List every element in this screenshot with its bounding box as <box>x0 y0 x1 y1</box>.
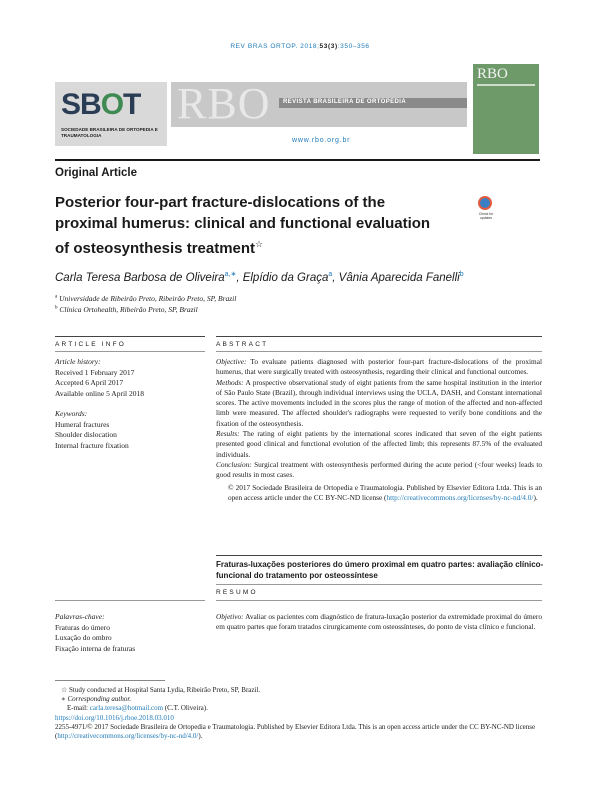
received-date: Received 1 February 2017 <box>55 367 135 377</box>
rbo-full-name: REVISTA BRASILEIRA DE ORTOPEDIA <box>283 99 407 105</box>
rbo-banner <box>171 79 467 128</box>
author-separator: , <box>332 271 339 284</box>
study-note: ☆ Study conducted at Hospital Santa Lydia, Ribeirão Preto, SP, Brazil. <box>61 686 261 694</box>
footer-license-link[interactable]: http://creativecommons.org/licenses/by-nc-nd/4.0/ <box>57 732 199 741</box>
resumo-objective-label: Objetivo: <box>216 612 244 621</box>
abstract-objective: Objective: To evaluate patients diagnosed with posterior four-part fracture-dislocations of the proximal humerus, that were surgically treated with osteosynthesis, regarding their clinical and functional outcomes. <box>216 357 542 377</box>
author-2: Elpídio da Graça <box>242 271 329 284</box>
portuguese-title: Fraturas-luxações posteriores do úmero proximal em quatro partes: avaliação clínico-funcional do tratamento por osteossíntese <box>216 560 544 580</box>
keyword-item: Internal fracture fixation <box>55 440 129 450</box>
abstract-body <box>216 357 542 503</box>
license-link[interactable]: http://creativecommons.org/licenses/by-nc-nd/4.0/ <box>386 492 534 502</box>
article-info <box>55 357 205 451</box>
journal-url-link[interactable]: www.rbo.org.br <box>292 137 351 144</box>
journal-pages: :350–356 <box>337 43 370 50</box>
affiliation-a: $^a$ Universidade de Ribeirão Preto, Ribeirão Preto, SP, Brazil <box>55 294 237 303</box>
footnotes <box>55 686 545 741</box>
check-for-updates-button[interactable] <box>476 196 496 224</box>
affiliation-b: $^b$ Clínica Ortohealth, Ribeirão Preto, SP, Brazil <box>55 305 198 314</box>
resumo-rule-2 <box>216 600 542 601</box>
author-3: Vânia Aparecida Fanelli <box>338 271 460 284</box>
keyword-item: Humeral fractures <box>55 419 110 429</box>
journal-abbrev: REV BRAS ORTOP. <box>230 43 298 50</box>
author-2-sup[interactable]: a <box>328 271 333 278</box>
article-title-text: Posterior four-part fracture-dislocations of the proximal humerus: clinical and functional evaluation of osteosynthesis treatment <box>55 194 431 257</box>
journal-cover-thumbnail <box>473 64 539 154</box>
sbot-logo-block <box>55 82 167 146</box>
doi-link[interactable]: https://doi.org/10.1016/j.rboe.2018.03.010 <box>55 713 174 722</box>
keyword-item: Luxação do ombro <box>55 633 112 642</box>
article-type: Original Article <box>55 167 138 179</box>
doi-line <box>55 714 545 723</box>
article-title <box>55 192 435 259</box>
corresponding-note: ∗ Corresponding author. <box>61 695 132 704</box>
journal-year: 2018; <box>300 43 320 50</box>
rbo-full-name-bar <box>279 98 467 108</box>
resumo-objective: Avaliar os pacientes com diagnóstico de fratura-luxação posterior da extremidade proximal do úmero em quatro partes que foram tratados cirurgicamente com osteossínteses, do ponto de vista clínico e funcional. <box>216 612 542 632</box>
history-label: Article history: <box>55 357 101 366</box>
palavras-chave-label: Palavras-chave: <box>55 612 105 621</box>
article-info-rule <box>55 336 205 337</box>
header-rule <box>55 159 540 161</box>
abstract-methods: Methods: A prospective observational study of eight patients from the same hospital institution in the interior of São Paulo State (Brazil), through individual interviews using the UCLA, DASH, and Constant international scores. The active movements included in the scores plus the range of motion of the affected and non-affected limb were measured. The affected shoulder's radiographs were requested to verify bone conditions and the fixation of the osteosynthesis. <box>216 377 542 428</box>
sbot-subtitle: SOCIEDADE BRASILEIRA DE ORTOPEDIA E TRAUMATOLOGIA <box>61 127 158 138</box>
resumo-heading: RESUMO <box>216 589 258 596</box>
sbot-logo: SBOT <box>61 88 141 121</box>
author-separator: , <box>236 271 243 284</box>
check-updates-icon-inner <box>480 198 490 208</box>
article-info-rule-2 <box>55 351 205 352</box>
keyword-item: Fraturas do úmero <box>55 622 110 632</box>
portuguese-keywords <box>55 612 205 654</box>
author-1: Carla Teresa Barbosa de Oliveira <box>55 271 225 284</box>
email-note: E-mail: carla.teresa@hotmail.com (C.T. Oliveira). <box>67 704 208 713</box>
article-info-heading: ARTICLE INFO <box>55 341 127 348</box>
title-footnote-mark: ☆ <box>255 239 264 249</box>
journal-volume: 53(3) <box>319 43 338 50</box>
resumo-rule <box>216 584 542 585</box>
palavras-rule <box>55 600 205 601</box>
rbo-letters: RBO <box>177 79 271 128</box>
abstract-rule <box>216 336 542 337</box>
abstract-results: Results: The rating of eight patients by the international scores indicated that seven of the eight patients presented good clinical and functional evolution of the affected limb; this represents 87.5% of the evaluated individuals. <box>216 429 542 459</box>
footnote-rule <box>55 680 165 681</box>
keywords-label: Keywords: <box>55 409 88 418</box>
license-note: 2255-4971/© 2017 Sociedade Brasileira de Ortopedia e Traumatologia. Published by Elsevier Editora Ltda. This is an open access article under the CC BY-NC-ND license (http://creativecommons.org/licenses/by-nc-nd/4.0/). <box>55 722 536 741</box>
author-list <box>55 270 464 284</box>
abstract-heading: ABSTRACT <box>216 341 269 348</box>
cover-divider <box>477 84 535 86</box>
online-date: Available online 5 April 2018 <box>55 388 145 398</box>
journal-reference <box>0 43 600 50</box>
accepted-date: Accepted 6 April 2017 <box>55 378 124 387</box>
abstract-copyright: © 2017 Sociedade Brasileira de Ortopedia e Traumatologia. Published by Elsevier Editora Ltda. This is an open access article under the CC BY-NC-ND license (http://creativecommons.org/licenses/by-nc-nd/4.0/). <box>228 482 542 502</box>
author-1-sup[interactable]: a,∗ <box>224 271 237 278</box>
keyword-item: Shoulder dislocation <box>55 430 117 439</box>
check-updates-label: Check for updates <box>478 212 494 220</box>
abstract-conclusion: Conclusion: Surgical treatment with osteosynthesis performed during the acute period (<four weeks) leads to good results in most cases. <box>216 459 542 480</box>
keyword-item: Fixação interna de fraturas <box>55 643 136 653</box>
author-3-sup[interactable]: b <box>459 271 464 278</box>
cover-title: RBO <box>477 66 508 82</box>
resumo-body <box>216 612 542 633</box>
email-link[interactable]: carla.teresa@hotmail.com <box>89 704 164 713</box>
portuguese-rule <box>216 555 542 556</box>
abstract-rule-2 <box>216 351 542 352</box>
